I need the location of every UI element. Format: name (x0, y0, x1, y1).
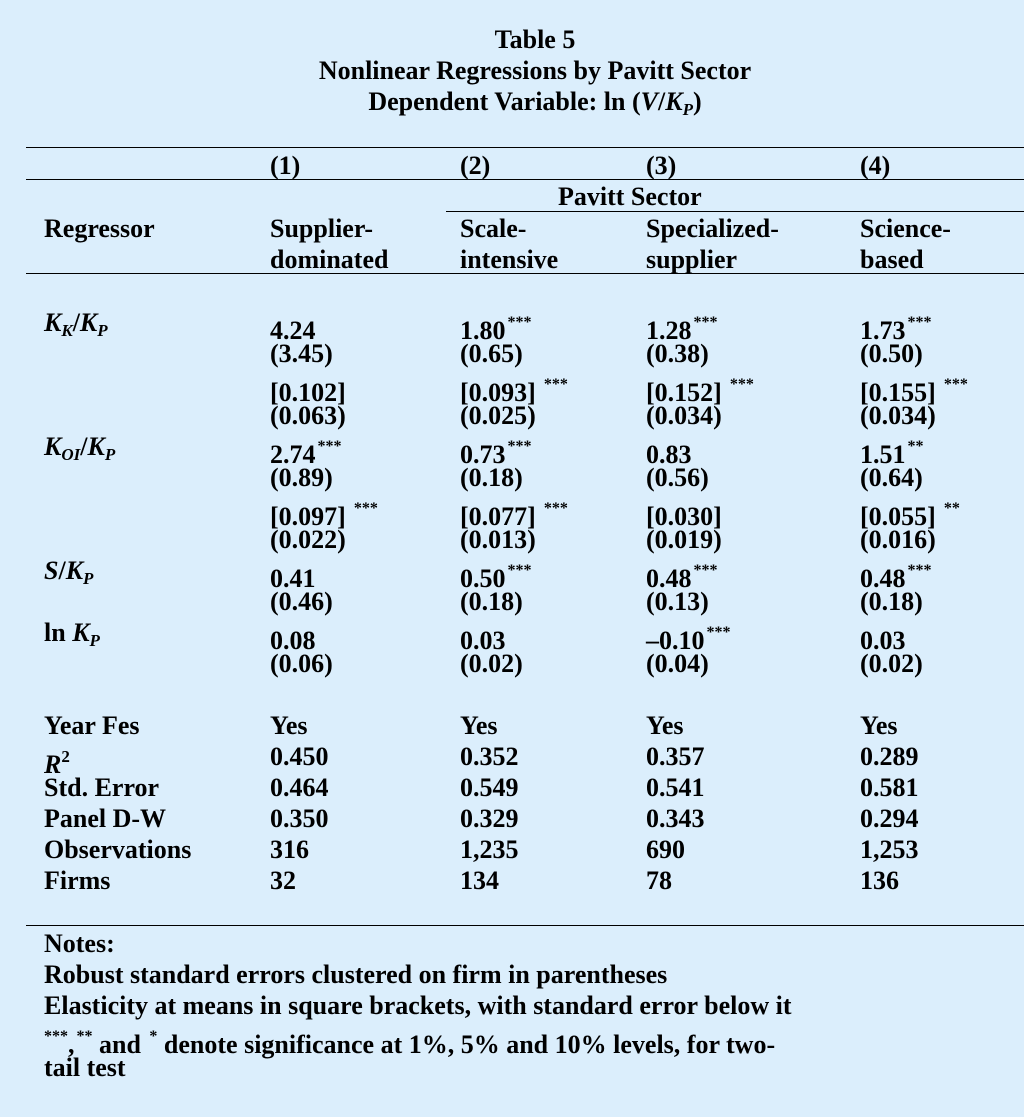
cell-value: 1,235 (460, 835, 519, 864)
regressor-kk (44, 307, 108, 346)
notes-star: ** (76, 1028, 93, 1045)
col-name: Science- (860, 214, 951, 243)
cell-value: (0.034) (860, 401, 936, 430)
col-name: Scale- (460, 214, 527, 243)
koi-slash: / (80, 432, 88, 461)
cell-value: 0.352 (460, 742, 519, 771)
cell-value: 1,253 (860, 835, 919, 864)
cell-value: Yes (860, 711, 898, 740)
cell-value: [0.102] (270, 378, 346, 407)
cell-value: 0.03 (460, 626, 506, 655)
dv-slash: / (658, 87, 666, 116)
table-cell (860, 586, 923, 617)
cell-value: 2.74 (270, 440, 316, 469)
cell-value: (0.025) (460, 401, 536, 430)
table-cell (270, 462, 333, 493)
regressor-lnk (44, 617, 100, 656)
significance-stars: *** (317, 438, 342, 455)
cell-value: (0.06) (270, 649, 333, 678)
table-cell (646, 648, 709, 679)
col-name: dominated (270, 245, 389, 274)
notes-and: and (92, 1030, 148, 1059)
cell-value: (3.45) (270, 339, 333, 368)
table-cell (646, 400, 722, 431)
table-cell (646, 834, 685, 865)
table-cell (460, 586, 523, 617)
cell-value: 0.549 (460, 773, 519, 802)
cell-value: (0.022) (270, 525, 346, 554)
group-label: Pavitt Sector (558, 182, 702, 211)
cell-value: (0.46) (270, 587, 333, 616)
col-name: Supplier- (270, 214, 374, 243)
kk-sub2: P (97, 321, 108, 340)
cell-value: (0.016) (860, 525, 936, 554)
cell-value: (0.13) (646, 587, 709, 616)
significance-stars: *** (543, 376, 568, 393)
cell-value: [0.055] (860, 502, 936, 531)
dv-prefix: Dependent Variable: ln ( (368, 87, 641, 116)
table-cell (270, 400, 346, 431)
cell-value: (0.034) (646, 401, 722, 430)
cell-value: (0.063) (270, 401, 346, 430)
table-cell (460, 741, 519, 772)
table-cell (860, 772, 919, 803)
significance-stars: *** (729, 376, 754, 393)
table-cell (460, 648, 523, 679)
cell-value: 0.357 (646, 742, 705, 771)
stat-label-year-fes: Year Fes (44, 711, 140, 740)
table-cell (860, 710, 898, 741)
lnk-sub: P (89, 631, 100, 650)
s-slash: / (58, 556, 66, 585)
cell-value: 0.294 (860, 804, 919, 833)
significance-stars: *** (693, 562, 718, 579)
cell-value: [0.093] (460, 378, 536, 407)
table-cell (270, 741, 329, 772)
cell-value: (0.019) (646, 525, 722, 554)
cell-value: 690 (646, 835, 685, 864)
notes-line: tail test (44, 1053, 126, 1082)
cell-value: 0.581 (860, 773, 919, 802)
kk-k2: K (79, 308, 98, 337)
col-name: supplier (646, 245, 738, 274)
rule-group (446, 211, 1024, 212)
kk-sub: K (61, 321, 73, 340)
cell-value: 78 (646, 866, 672, 895)
rule-bottom (26, 925, 1024, 926)
s-sub: P (83, 569, 94, 588)
table-cell (860, 338, 923, 369)
table-cell (860, 524, 936, 555)
table-cell (646, 462, 709, 493)
stat-label-observations: Observations (44, 835, 192, 864)
cell-value: 0.73 (460, 440, 506, 469)
cell-value: (0.56) (646, 463, 709, 492)
cell-value: 0.03 (860, 626, 906, 655)
cell-value: 1.51 (860, 440, 906, 469)
table-cell (646, 710, 684, 741)
table-cell (270, 648, 333, 679)
rule-top (26, 147, 1024, 148)
col-name: Specialized- (646, 214, 779, 243)
significance-stars: *** (543, 500, 568, 517)
notes-comma: , (68, 1030, 75, 1059)
stat-label-std-error: Std. Error (44, 773, 160, 802)
dv-k: K (665, 87, 683, 116)
cell-value: (0.04) (646, 649, 709, 678)
cell-value: 0.289 (860, 742, 919, 771)
notes-star: *** (44, 1028, 68, 1045)
lnk-k: K (72, 618, 90, 647)
kk-slash: / (72, 308, 80, 337)
table-cell (270, 803, 329, 834)
notes-line: Robust standard errors clustered on firm in parentheses (44, 960, 668, 989)
table-cell (860, 741, 919, 772)
table-cell (460, 803, 519, 834)
cell-value: 0.83 (646, 440, 692, 469)
table-cell (460, 462, 523, 493)
cell-value: 0.464 (270, 773, 329, 802)
cell-value: (0.02) (860, 649, 923, 678)
notes-star: * (149, 1028, 158, 1045)
table-cell (860, 648, 923, 679)
significance-stars: *** (353, 500, 378, 517)
cell-value: (0.02) (460, 649, 523, 678)
col-name: based (860, 245, 924, 274)
cell-value: 0.450 (270, 742, 329, 771)
cell-value: 0.50 (460, 564, 506, 593)
table-cell (860, 400, 936, 431)
r2-sup: 2 (61, 747, 70, 766)
s-s: S (44, 556, 59, 585)
table-cell (646, 524, 722, 555)
cell-value: [0.030] (646, 502, 722, 531)
regressor-s (44, 555, 93, 594)
cell-value: 0.48 (860, 564, 906, 593)
cell-value: 136 (860, 866, 899, 895)
table-cell (460, 710, 498, 741)
regressor-koi (44, 431, 115, 470)
cell-value: (0.50) (860, 339, 923, 368)
cell-value: 32 (270, 866, 296, 895)
table-cell (270, 834, 309, 865)
cell-value: 0.48 (646, 564, 692, 593)
significance-stars: *** (943, 376, 968, 393)
koi-sub2: P (104, 445, 116, 464)
r2-r: R (44, 750, 62, 779)
significance-stars: ** (907, 438, 924, 455)
cell-value: Yes (270, 711, 308, 740)
table-cell (270, 865, 296, 896)
significance-stars: *** (907, 314, 932, 331)
significance-stars: *** (907, 562, 932, 579)
cell-value: 1.28 (646, 316, 692, 345)
table-cell (646, 803, 705, 834)
notes-text: denote significance at 1%, 5% and 10% levels, for two- (157, 1030, 776, 1059)
cell-value: 0.350 (270, 804, 329, 833)
regressor-header: Regressor (44, 214, 155, 243)
table-cell (646, 772, 705, 803)
cell-value: 1.73 (860, 316, 906, 345)
significance-stars: *** (507, 314, 532, 331)
stat-label-panel-dw: Panel D-W (44, 804, 167, 833)
table-title: Table 5 (494, 25, 576, 54)
cell-value: 134 (460, 866, 499, 895)
notes-line: Elasticity at means in square brackets, with standard error below it (44, 991, 792, 1020)
table-cell (270, 586, 333, 617)
stat-label-firms: Firms (44, 866, 111, 895)
cell-value: (0.18) (860, 587, 923, 616)
table-cell (860, 462, 923, 493)
cell-value: 4.24 (270, 316, 316, 345)
table-cell (646, 865, 672, 896)
table-cell (270, 524, 346, 555)
s-k: K (65, 556, 84, 585)
col-name: intensive (460, 245, 559, 274)
cell-value: 0.541 (646, 773, 705, 802)
cell-value: (0.38) (646, 339, 709, 368)
table-cell (460, 865, 499, 896)
table-cell (460, 338, 523, 369)
cell-value: (0.013) (460, 525, 536, 554)
cell-value: –0.10 (646, 626, 705, 655)
dependent-variable (0, 86, 1024, 125)
cell-value: (0.64) (860, 463, 923, 492)
cell-value: Yes (460, 711, 498, 740)
dv-var: V (640, 87, 658, 116)
cell-value: 316 (270, 835, 309, 864)
cell-value: (0.18) (460, 463, 523, 492)
notes-line (44, 1021, 775, 1060)
cell-value: 0.08 (270, 626, 316, 655)
table-cell (860, 803, 919, 834)
significance-stars: ** (943, 500, 960, 517)
col-number: (1) (270, 151, 301, 180)
cell-value: (0.18) (460, 587, 523, 616)
kk-k: K (44, 308, 62, 337)
col-number: (2) (460, 151, 491, 180)
table-cell (270, 772, 329, 803)
table-cell (270, 710, 308, 741)
koi-k: K (44, 432, 62, 461)
col-number: (4) (860, 151, 891, 180)
cell-value: 0.329 (460, 804, 519, 833)
table-cell (646, 338, 709, 369)
table-cell (646, 741, 705, 772)
table-cell (860, 865, 899, 896)
cell-value: (0.65) (460, 339, 523, 368)
lnk-prefix: ln (44, 618, 73, 647)
koi-k2: K (87, 432, 105, 461)
cell-value: 1.80 (460, 316, 506, 345)
cell-value: 0.41 (270, 564, 316, 593)
significance-stars: *** (693, 314, 718, 331)
table-cell (460, 772, 519, 803)
table-cell (460, 834, 519, 865)
cell-value: 0.343 (646, 804, 705, 833)
significance-stars: *** (507, 562, 532, 579)
significance-stars: *** (507, 438, 532, 455)
table-cell (270, 338, 333, 369)
table-cell (460, 400, 536, 431)
table-cell (646, 586, 709, 617)
table-cell (860, 834, 919, 865)
cell-value: [0.155] (860, 378, 936, 407)
cell-value: Yes (646, 711, 684, 740)
cell-value: [0.097] (270, 502, 346, 531)
koi-sub: OI (61, 445, 81, 464)
table-subtitle: Nonlinear Regressions by Pavitt Sector (318, 56, 752, 85)
cell-value: (0.89) (270, 463, 333, 492)
dv-sub: P (682, 100, 693, 119)
notes-heading: Notes: (44, 929, 115, 958)
table-cell (460, 524, 536, 555)
cell-value: [0.152] (646, 378, 722, 407)
cell-value: [0.077] (460, 502, 536, 531)
col-number: (3) (646, 151, 677, 180)
dv-suffix: ) (692, 87, 702, 116)
significance-stars: *** (706, 624, 731, 641)
